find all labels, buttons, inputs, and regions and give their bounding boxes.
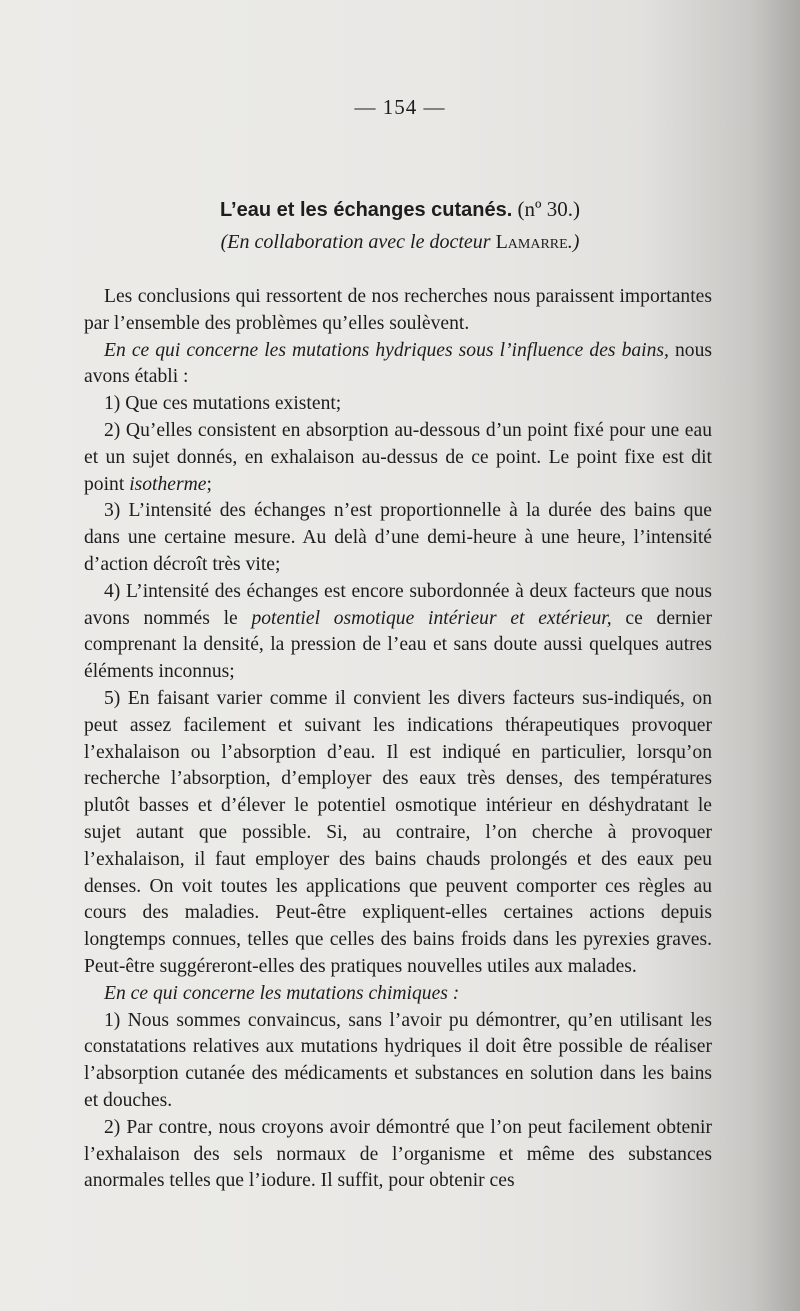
paragraph (84, 1115, 712, 1195)
paragraph (84, 498, 712, 578)
collaboration-note (0, 231, 800, 254)
paragraph-italic: En ce qui concerne les mutations hydriques sous l’influence des bains, (104, 339, 669, 361)
paragraph-text: nous avons établi : (84, 339, 713, 388)
paragraph (84, 391, 712, 418)
paragraph (84, 1008, 712, 1115)
paragraph-text: 1) Nous sommes convaincus, sans l’avoir pu démontrer, qu’en utilisant les constatations relatives aux mutations hydriques il doit être possible de réaliser l’absorption cutanée des médicaments et substances en solution dans les bains et douches. (84, 1009, 712, 1111)
paragraph-text: 2) Qu’elles consistent en absorption au-dessous d’un point fixé pour une eau et un sujet donnés, en exhalaison au-dessus de ce point. Le point fixe est dit point (84, 419, 712, 495)
paragraph-text: 2) Par contre, nous croyons avoir démontré que l’on peut facilement obtenir l’exhalaison des sels normaux de l’organisme et même des substances anormales telles que l’iodure. Il suffit, pour obtenir ces (84, 1116, 712, 1192)
title-main: L’eau et les échanges cutanés. (219, 199, 513, 221)
page-number: — 154 — (354, 95, 446, 119)
collab-prefix: (En collaboration avec le docteur (220, 231, 491, 253)
paragraph (84, 284, 712, 338)
paragraph (84, 686, 712, 981)
paragraph (84, 579, 712, 686)
paragraph-text: 1) Que ces mutations existent; (104, 393, 342, 415)
paragraph-text: 5) En faisant varier comme il convient les divers facteurs sus-indiqués, on peut assez facilement et suivant les indications thérapeutiques provoquer l’exhalaison ou l’absorption d’eau. Il est indiqué en particulier, lorsqu’on recherche l’absorption, d’employer des eaux très denses, des températures plutôt basses et d’élever le potentiel osmotique intérieur en déshydratant le sujet autant que possible. Si, au contraire, l’on cherche à provoquer l’exhalaison, il faut employer des bains chauds prolongés et des eaux peu denses. On voit toutes les applications que peuvent comporter ces règles au cours des maladies. Peut-être expliquent-elles certaines actions depuis longtemps connues, telles que celles des bains froids dans les pyrexies graves. Peut-être suggéreront-elles des pratiques nouvelles utiles aux malades. (84, 687, 712, 977)
paragraph-italic: potentiel osmotique intérieur et extérieur, (251, 607, 612, 629)
paragraph-text: ce dernier comprenant la densité, la pression de l’eau et sans doute aussi quelques autres éléments inconnus; (84, 607, 712, 683)
paragraph-text: ; (206, 473, 212, 495)
body-text (84, 284, 712, 1195)
paragraph-italic: isotherme (129, 473, 207, 495)
collab-suffix: .) (567, 231, 580, 253)
paragraph (84, 338, 712, 392)
paragraph-italic: En ce qui concerne les mutations chimiques : (104, 982, 460, 1004)
collab-name: Lamarre (495, 231, 568, 253)
article-title (0, 197, 800, 222)
paragraph (84, 418, 712, 498)
paragraph-text: 4) L’intensité des échanges est encore subordonnée à deux facteurs que nous avons nommés le (84, 580, 712, 629)
paragraph-text: Les conclusions qui ressortent de nos recherches nous paraissent importantes par l’ensemble des problèmes qu’elles soulèvent. (84, 286, 712, 334)
title-number: (nº 30.) (517, 197, 581, 221)
paragraph (84, 981, 712, 1008)
paragraph-text: 3) L’intensité des échanges n’est proportionnelle à la durée des bains que dans une certaine mesure. Au delà d’une demi-heure à une heure, l’intensité d’action décroît très vite; (84, 500, 712, 575)
